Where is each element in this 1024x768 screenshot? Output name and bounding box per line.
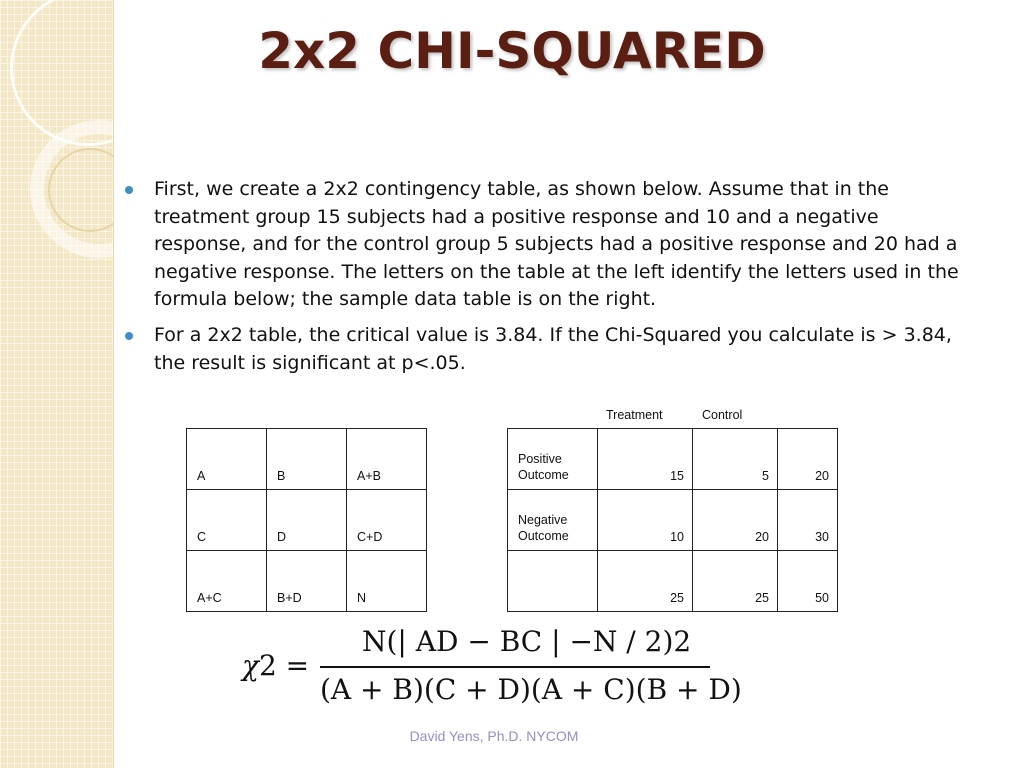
bullet-list [122, 176, 972, 385]
table-cell: N [347, 551, 427, 612]
row-label [508, 551, 598, 612]
table-row [508, 490, 838, 551]
table-cell: D [267, 490, 347, 551]
table-cell: 5 [693, 429, 778, 490]
fraction-bar [320, 666, 710, 668]
table-cell: 10 [598, 490, 693, 551]
row-label [508, 429, 598, 490]
table-cell: C [187, 490, 267, 551]
table-row [508, 551, 838, 612]
table-cell: 20 [778, 429, 838, 490]
bullet-item [122, 322, 972, 377]
bullet-item [122, 176, 972, 314]
table-cell: A+C [187, 551, 267, 612]
table-row [187, 429, 427, 490]
table-cell: A [187, 429, 267, 490]
table-cell: B [267, 429, 347, 490]
formula-denominator: (A + B)(C + D)(A + C)(B + D) [320, 673, 742, 706]
table-cell: 30 [778, 490, 838, 551]
table-cell: 25 [598, 551, 693, 612]
decorative-sidebar [0, 0, 114, 768]
slide-title: 2x2 CHI-SQUARED [258, 22, 766, 80]
table-cell: 25 [693, 551, 778, 612]
column-header-treatment: Treatment [606, 408, 663, 422]
column-header-control: Control [702, 408, 743, 422]
formula-lhs-rest: 2 = [258, 649, 310, 682]
table-cell: B+D [267, 551, 347, 612]
row-label-line: Outcome [518, 468, 569, 482]
row-label-line: Positive [518, 452, 562, 466]
bullet-text: For a 2x2 table, the critical value is 3.84. If the Chi-Squared you calculate is > 3.84, the result is significant at p<.05. [154, 323, 952, 374]
formula-lhs [242, 649, 309, 682]
bullet-dot-icon [125, 332, 133, 340]
bullet-dot-icon [125, 186, 133, 194]
chi-symbol: χ [242, 649, 259, 682]
table-cell: 20 [693, 490, 778, 551]
table-cell: 15 [598, 429, 693, 490]
table-row [187, 551, 427, 612]
formula-numerator: N(| AD − BC | −N / 2)2 [362, 625, 692, 658]
bullet-text: First, we create a 2x2 contingency table, as shown below. Assume that in the treatment group 15 subjects had a positive response and 10 and a negative response, and for the control group 5 subjects had a positive response and 20 had a negative response. The letters on the table at the left identify the letters used in the formula below; the sample data table is on the right. [154, 178, 959, 311]
sample-data-table [507, 428, 838, 612]
row-label [508, 490, 598, 551]
row-label-line: Negative [518, 513, 568, 527]
footer-credit: David Yens, Ph.D. NYCOM [409, 728, 579, 744]
row-label-line: Outcome [518, 529, 569, 543]
formula-letter-table [186, 428, 427, 612]
table-row [508, 429, 838, 490]
table-cell: 50 [778, 551, 838, 612]
table-row [187, 490, 427, 551]
table-cell: C+D [347, 490, 427, 551]
table-cell: A+B [347, 429, 427, 490]
